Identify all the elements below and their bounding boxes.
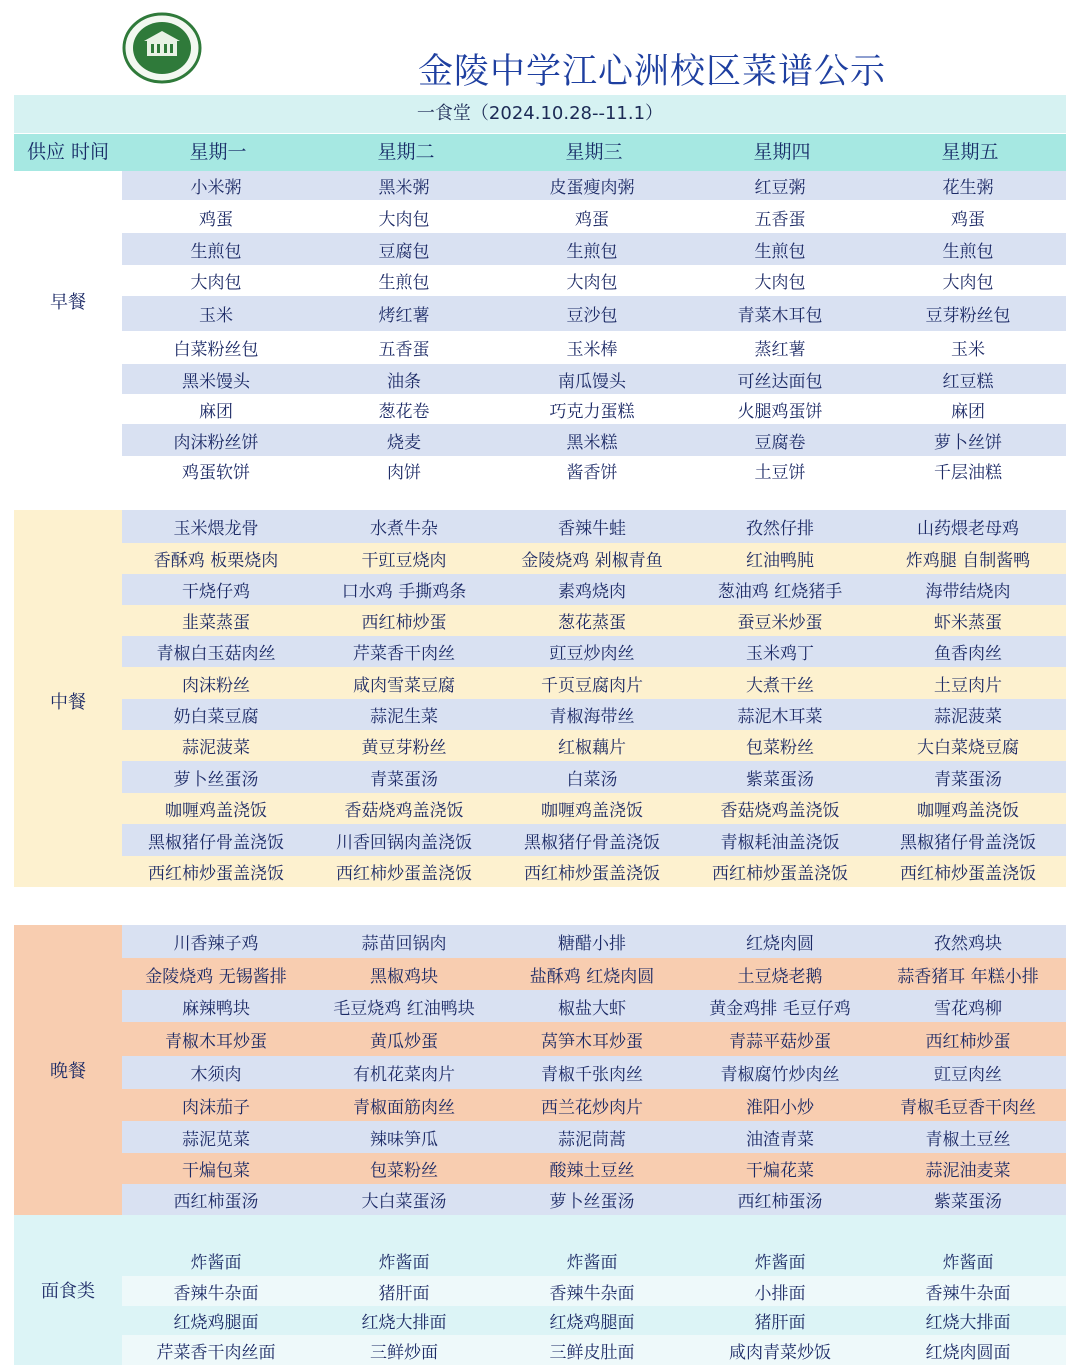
- dish-cell: 蒜苗回锅肉: [361, 934, 447, 954]
- menu-row: [122, 1184, 1066, 1215]
- dish-cell: 炸酱面: [754, 1253, 806, 1273]
- dish-cell: 酸辣土豆丝: [549, 1161, 635, 1181]
- day-header-tue: 星期二: [377, 141, 435, 163]
- dish-cell: 猪肝面: [378, 1283, 430, 1304]
- dish-cell: 红豆糕: [942, 371, 994, 392]
- dish-cell: 包菜粉丝: [370, 1161, 438, 1181]
- meal-label-dinner: 晚餐: [50, 1061, 86, 1082]
- dish-cell: 蒜泥茼蒿: [558, 1129, 626, 1150]
- dish-cell: 大肉包: [378, 210, 430, 230]
- day-header-fri: 星期五: [941, 141, 999, 163]
- dish-cell: 西红柿炒蛋: [925, 1031, 1011, 1052]
- dish-cell: 有机花菜肉片: [353, 1065, 455, 1085]
- dish-cell: 咖喱鸡盖浇饭: [541, 801, 643, 821]
- menu-row: [122, 1056, 1066, 1089]
- menu-row: [122, 233, 1066, 265]
- dish-cell: 小排面: [754, 1283, 806, 1304]
- dish-cell: 肉饼: [387, 462, 421, 483]
- meal-label-lunch: 中餐: [50, 691, 86, 713]
- dish-cell: 川香辣子鸡: [173, 934, 259, 954]
- dish-cell: 红烧鸡腿面: [173, 1313, 259, 1333]
- dish-cell: 蒜泥油麦菜: [925, 1161, 1011, 1181]
- menu-row: [122, 1335, 1066, 1365]
- dish-cell: 咸肉雪菜豆腐: [353, 675, 455, 696]
- dish-cell: 五香蛋: [378, 340, 430, 360]
- dish-cell: 西红柿炒蛋盖浇饭: [148, 864, 284, 884]
- dish-cell: 红豆粥: [754, 178, 806, 198]
- dish-cell: 青蒜平菇炒蛋: [729, 1031, 831, 1052]
- dish-cell: 麻团: [951, 401, 985, 422]
- dish-cell: 黄金鸡排 毛豆仔鸡: [709, 998, 851, 1019]
- dish-cell: 千页豆腐肉片: [541, 675, 643, 696]
- dish-cell: 白菜汤: [566, 769, 618, 790]
- dish-cell: 皮蛋瘦肉粥: [549, 178, 635, 198]
- dish-cell: 青椒面筋肉丝: [353, 1097, 455, 1118]
- dish-cell: 红烧肉圆面: [925, 1342, 1011, 1363]
- dish-cell: 黑椒猪仔骨盖浇饭: [148, 832, 284, 853]
- dish-cell: 豆腐卷: [754, 432, 806, 453]
- dish-cell: 孜然鸡块: [934, 934, 1002, 954]
- dish-cell: 蚕豆米炒蛋: [737, 613, 823, 633]
- supply-time-header: 供应 时间: [26, 141, 110, 163]
- dish-cell: 葱油鸡 红烧猪手: [717, 582, 843, 602]
- dish-cell: 口水鸡 手撕鸡条: [341, 582, 467, 602]
- dish-cell: 鸡蛋: [575, 210, 609, 230]
- dish-cell: 青椒海带丝: [549, 707, 635, 727]
- dish-cell: 生煎包: [942, 241, 994, 262]
- dish-cell: 香辣牛蛙: [558, 519, 626, 539]
- dish-cell: 土豆烧老鹅: [737, 966, 823, 987]
- day-header-wed: 星期三: [565, 141, 623, 163]
- menu-row: [122, 636, 1066, 667]
- dish-cell: 玉米: [951, 340, 985, 360]
- dish-cell: 蒜泥菠菜: [182, 738, 250, 758]
- menu-row: [122, 574, 1066, 605]
- menu-row: [122, 824, 1066, 856]
- menu-row: [122, 543, 1066, 574]
- dish-cell: 青菜蛋汤: [934, 769, 1002, 790]
- dish-cell: 玉米煨龙骨: [173, 519, 259, 539]
- menu-row: [122, 1153, 1066, 1184]
- dish-cell: 蒜泥菠菜: [934, 707, 1002, 727]
- dish-cell: 鸡蛋软饼: [182, 462, 250, 483]
- dish-cell: 青椒毛豆香干肉丝: [900, 1097, 1036, 1118]
- dish-cell: 西红柿蛋汤: [173, 1192, 259, 1212]
- dish-cell: 炸酱面: [566, 1253, 618, 1273]
- dish-cell: 生煎包: [378, 273, 430, 293]
- dish-cell: 白菜粉丝包: [173, 340, 259, 360]
- dish-cell: 川香回锅肉盖浇饭: [336, 832, 472, 853]
- dish-cell: 芹菜香干肉丝面: [156, 1342, 276, 1363]
- dish-cell: 青菜蛋汤: [370, 769, 438, 790]
- dish-cell: 咸肉青菜炒饭: [729, 1342, 831, 1363]
- dish-cell: 黑米馒头: [182, 371, 250, 392]
- dish-cell: 咖喱鸡盖浇饭: [917, 801, 1019, 821]
- menu-row: [122, 605, 1066, 636]
- dish-cell: 青椒耗油盖浇饭: [720, 832, 840, 853]
- dish-cell: 油渣青菜: [746, 1129, 814, 1150]
- dish-cell: 黑米糕: [566, 432, 618, 453]
- dish-cell: 干烧仔鸡: [182, 582, 250, 602]
- dish-cell: 西红柿炒蛋盖浇饭: [524, 864, 660, 884]
- meal-section-lunch: [14, 510, 1066, 887]
- dish-cell: 炸酱面: [190, 1253, 242, 1273]
- menu-row: [122, 510, 1066, 543]
- dish-cell: 土豆饼: [754, 462, 806, 483]
- dish-cell: 黑椒猪仔骨盖浇饭: [524, 832, 660, 853]
- menu-row: [122, 1121, 1066, 1153]
- menu-row: [122, 856, 1066, 887]
- dish-cell: 雪花鸡柳: [934, 998, 1002, 1019]
- dish-cell: 水煮牛杂: [370, 519, 438, 539]
- dish-cell: 豇豆炒肉丝: [549, 644, 635, 664]
- dish-cell: 金陵烧鸡 无锡酱排: [145, 966, 287, 987]
- dish-cell: 香酥鸡 板栗烧肉: [153, 551, 279, 571]
- dish-cell: 淮阳小炒: [746, 1097, 814, 1118]
- dish-cell: 千层油糕: [934, 462, 1002, 483]
- dish-cell: 豆沙包: [566, 306, 618, 326]
- dish-cell: 玉米棒: [566, 340, 618, 360]
- dish-cell: 玉米: [199, 306, 233, 326]
- meal-section-dinner: [14, 925, 1066, 1215]
- dish-cell: 包菜粉丝: [746, 738, 814, 758]
- dish-cell: 山药煨老母鸡: [917, 519, 1019, 539]
- dish-cell: 南瓜馒头: [558, 371, 626, 392]
- menu-row: [122, 296, 1066, 331]
- dish-cell: 咖喱鸡盖浇饭: [165, 801, 267, 821]
- dish-cell: 大肉包: [754, 273, 806, 293]
- menu-row: [122, 925, 1066, 958]
- dish-cell: 大肉包: [942, 273, 994, 293]
- menu-row: [122, 1089, 1066, 1121]
- dish-cell: 芹菜香干肉丝: [353, 644, 455, 664]
- dish-cell: 黄豆芽粉丝: [361, 738, 447, 758]
- dish-cell: 五香蛋: [754, 210, 806, 230]
- dish-cell: 香菇烧鸡盖浇饭: [344, 801, 464, 821]
- dish-cell: 猪肝面: [754, 1313, 806, 1333]
- menu-row: [122, 958, 1066, 990]
- dish-cell: 青椒千张肉丝: [541, 1065, 643, 1085]
- dish-cell: 萝卜丝饼: [934, 432, 1002, 453]
- menu-row: [122, 1245, 1066, 1276]
- dish-cell: 毛豆烧鸡 红油鸭块: [333, 998, 475, 1019]
- dish-cell: 辣味笋瓜: [370, 1129, 438, 1150]
- dish-cell: 可丝达面包: [737, 371, 823, 392]
- dish-cell: 干豇豆烧肉: [361, 551, 447, 571]
- dish-cell: 红烧大排面: [361, 1313, 447, 1333]
- dish-cell: 土豆肉片: [934, 675, 1002, 696]
- dish-cell: 烤红薯: [378, 306, 430, 326]
- dish-cell: 红烧肉圆: [746, 934, 814, 954]
- day-header-mon: 星期一: [189, 141, 247, 163]
- dish-cell: 海带结烧肉: [925, 582, 1011, 602]
- menu-row: [122, 331, 1066, 364]
- dish-cell: 豇豆肉丝: [934, 1065, 1002, 1085]
- dish-cell: 干煸包菜: [182, 1161, 250, 1181]
- dish-cell: 肉沫茄子: [182, 1097, 250, 1118]
- menu-row: [122, 265, 1066, 296]
- dish-cell: 生煎包: [754, 241, 806, 262]
- menu-row: [122, 424, 1066, 456]
- dish-cell: 蒸红薯: [754, 340, 806, 360]
- dish-cell: 西红柿炒蛋盖浇饭: [336, 864, 472, 884]
- dish-cell: 西兰花炒肉片: [541, 1097, 643, 1118]
- dish-cell: 西红柿炒蛋盖浇饭: [712, 864, 848, 884]
- dish-cell: 生煎包: [190, 241, 242, 262]
- dish-cell: 三鲜炒面: [370, 1342, 438, 1363]
- dish-cell: 花生粥: [942, 178, 994, 198]
- dish-cell: 三鲜皮肚面: [549, 1342, 635, 1363]
- dish-cell: 火腿鸡蛋饼: [737, 401, 823, 422]
- dish-cell: 香辣牛杂面: [173, 1283, 259, 1304]
- dish-cell: 青菜木耳包: [737, 306, 823, 326]
- dish-cell: 黑椒猪仔骨盖浇饭: [900, 832, 1036, 853]
- menu-row: [122, 730, 1066, 761]
- dish-cell: 蒜泥木耳菜: [737, 707, 823, 727]
- dish-cell: 素鸡烧肉: [558, 582, 626, 602]
- dish-cell: 葱花卷: [378, 401, 430, 422]
- dish-cell: 韭菜蒸蛋: [182, 613, 250, 633]
- dish-cell: 金陵烧鸡 剁椒青鱼: [521, 551, 663, 571]
- meal-label-breakfast: 早餐: [50, 292, 86, 313]
- dish-cell: 肉沫粉丝饼: [173, 432, 259, 453]
- dish-cell: 巧克力蛋糕: [549, 401, 635, 422]
- dish-cell: 奶白菜豆腐: [173, 707, 259, 727]
- dish-cell: 黄瓜炒蛋: [370, 1031, 438, 1052]
- dish-cell: 鸡蛋: [951, 210, 985, 230]
- menu-row: [122, 761, 1066, 793]
- menu-row: [122, 394, 1066, 424]
- school-logo: [122, 12, 202, 84]
- menu-row: [122, 1022, 1066, 1056]
- dish-cell: 紫菜蛋汤: [934, 1192, 1002, 1212]
- dish-cell: 萝卜丝蛋汤: [549, 1192, 635, 1212]
- dish-cell: 鸡蛋: [199, 210, 233, 230]
- dish-cell: 大白菜蛋汤: [361, 1192, 447, 1212]
- dish-cell: 大煮干丝: [746, 675, 814, 696]
- dish-cell: 炸酱面: [378, 1253, 430, 1273]
- dish-cell: 麻团: [199, 401, 233, 422]
- dish-cell: 青椒木耳炒蛋: [165, 1031, 267, 1052]
- dish-cell: 红油鸭肫: [746, 551, 814, 571]
- dish-cell: 油条: [387, 371, 421, 392]
- dish-cell: 烧麦: [387, 432, 421, 453]
- dish-cell: 青椒腐竹炒肉丝: [720, 1065, 840, 1085]
- dish-cell: 虾米蒸蛋: [934, 613, 1002, 633]
- dish-cell: 莴笋木耳炒蛋: [541, 1031, 643, 1052]
- dish-cell: 糖醋小排: [558, 934, 626, 954]
- dish-cell: 萝卜丝蛋汤: [173, 769, 259, 790]
- dish-cell: 肉沫粉丝: [182, 675, 250, 696]
- menu-row: [122, 171, 1066, 200]
- dish-cell: 西红柿炒蛋: [361, 613, 447, 633]
- dish-cell: 西红柿炒蛋盖浇饭: [900, 864, 1036, 884]
- dish-cell: 鱼香肉丝: [934, 644, 1002, 664]
- meal-section-noodle: [14, 1215, 1066, 1365]
- day-header-thu: 星期四: [753, 141, 811, 163]
- dish-cell: 蒜泥苋菜: [182, 1129, 250, 1150]
- dish-cell: 盐酥鸡 红烧肉圆: [529, 966, 655, 987]
- day-header-row: [14, 134, 1066, 171]
- menu-row: [122, 1306, 1066, 1335]
- dish-cell: 玉米鸡丁: [746, 644, 814, 664]
- dish-cell: 红椒藕片: [558, 738, 626, 758]
- dish-cell: 豆芽粉丝包: [925, 306, 1011, 326]
- dish-cell: 红烧鸡腿面: [549, 1313, 635, 1333]
- dish-cell: 大白菜烧豆腐: [917, 738, 1019, 758]
- menu-row: [122, 990, 1066, 1022]
- menu-row: [122, 202, 1066, 233]
- menu-row: [122, 1276, 1066, 1306]
- dish-cell: 黑米粥: [378, 178, 430, 198]
- menu-row: [122, 667, 1066, 699]
- dish-cell: 香辣牛杂面: [549, 1283, 635, 1304]
- dish-cell: 香辣牛杂面: [925, 1283, 1011, 1304]
- dish-cell: 椒盐大虾: [558, 998, 626, 1019]
- dish-cell: 干煸花菜: [746, 1161, 814, 1181]
- dish-cell: 西红柿蛋汤: [737, 1192, 823, 1212]
- dish-cell: 酱香饼: [566, 462, 618, 483]
- dish-cell: 香菇烧鸡盖浇饭: [720, 801, 840, 821]
- canteen-subtitle: 一食堂（2024.10.28--11.1）: [14, 95, 1066, 133]
- dish-cell: 黑椒鸡块: [370, 966, 438, 987]
- dish-cell: 紫菜蛋汤: [746, 769, 814, 790]
- dish-cell: 炸鸡腿 自制酱鸭: [905, 551, 1031, 571]
- dish-cell: 木须肉: [190, 1065, 242, 1085]
- dish-cell: 大肉包: [190, 273, 242, 293]
- meal-label-noodle: 面食类: [41, 1281, 95, 1302]
- menu-row: [122, 456, 1066, 484]
- menu-row: [122, 793, 1066, 824]
- dish-cell: 蒜泥生菜: [370, 707, 438, 727]
- dish-cell: 炸酱面: [942, 1253, 994, 1273]
- menu-row: [122, 364, 1066, 394]
- meal-section-breakfast: [14, 171, 1066, 484]
- dish-cell: 豆腐包: [378, 241, 430, 262]
- dish-cell: 小米粥: [190, 178, 242, 198]
- menu-row: [122, 699, 1066, 730]
- dish-cell: 青椒白玉菇肉丝: [156, 644, 276, 664]
- dish-cell: 红烧大排面: [925, 1313, 1011, 1333]
- dish-cell: 麻辣鸭块: [182, 998, 250, 1019]
- dish-cell: 孜然仔排: [746, 519, 814, 539]
- dish-cell: 大肉包: [566, 273, 618, 293]
- dish-cell: 蒜香猪耳 年糕小排: [897, 966, 1039, 987]
- page-title: 金陵中学江心洲校区菜谱公示: [418, 52, 887, 92]
- dish-cell: 生煎包: [566, 241, 618, 262]
- dish-cell: 葱花蒸蛋: [558, 613, 626, 633]
- dish-cell: 青椒土豆丝: [925, 1129, 1011, 1150]
